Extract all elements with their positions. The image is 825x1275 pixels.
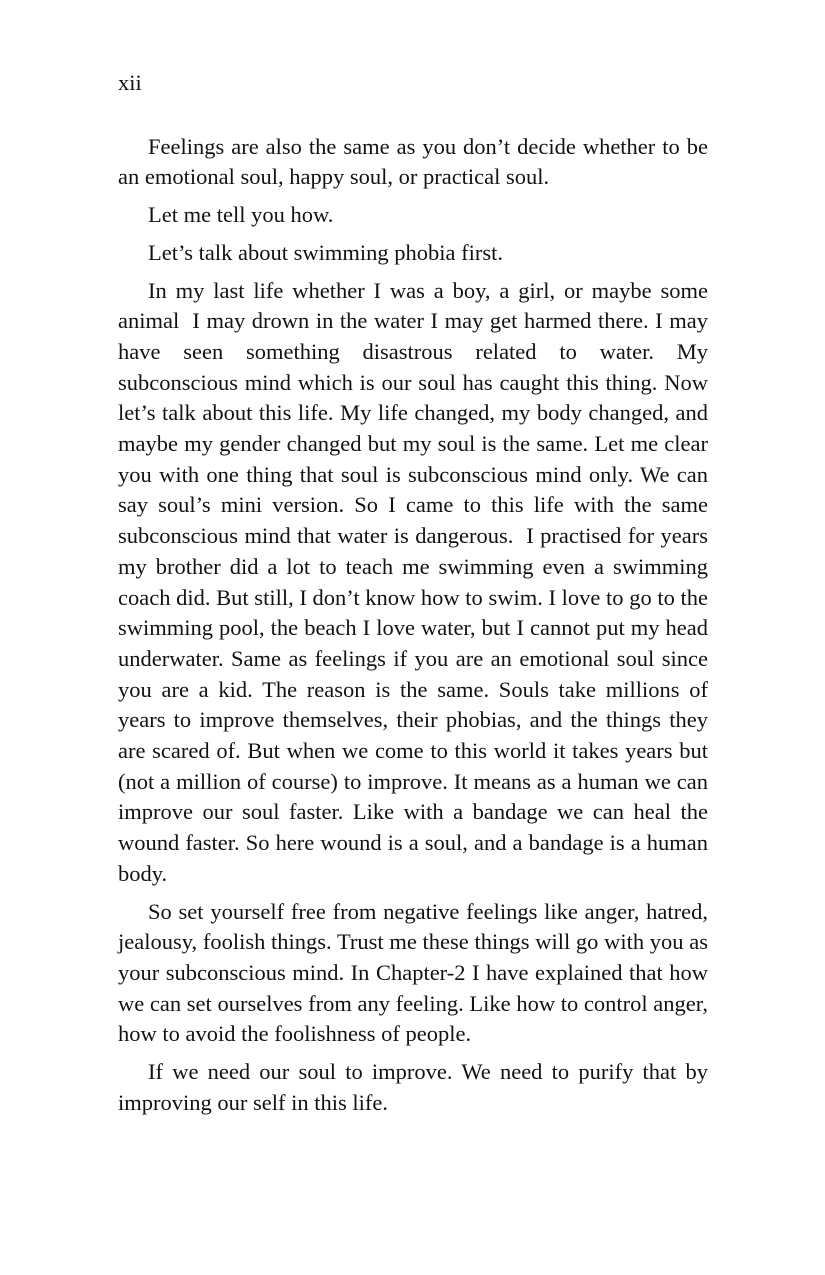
page-number: xii — [118, 70, 142, 95]
paragraph-swimming-phobia-intro: Let’s talk about swimming phobia first. — [148, 239, 503, 265]
paragraph-feelings-same: Feelings are also the same as you don’t decide whether to be an emotional soul, happy soul, or practical soul. — [118, 133, 714, 190]
paragraph-last-life-story: In my last life whether I was a boy, a girl, or maybe some animal I may drown in the water I may get harmed there. I may have seen something disastrous related to water. My subconscious mind which is our soul has caught this thing. Now let’s talk about this life. My life changed, my body changed, and maybe my gender changed but my soul is the same. Let me clear you with one thing that soul is subconscious mind only. We can say soul’s mini version. So I came to this life with the same subconscious mind that water is dangerous. I practised for years my brother did a lot to teach me swimming even a swimming coach did. But still, I don’t know how to swim. I love to go to the swimming pool, the beach I love water, but I cannot put my head underwater. Same as feelings if you are an emotional soul since you are a kid. The reason is the same. Souls take millions of years to improve themselves, their phobias, and the things they are scared of. But when we come to this world it takes years but (not a million of course) to improve. It means as a human we can improve our soul faster. Like with a bandage we can heal the wound faster. So here wound is a soul, and a bandage is a human body. — [118, 277, 714, 886]
paragraph-improve-soul: If we need our soul to improve. We need to purify that by improving our self in this life. — [118, 1059, 714, 1115]
page-body — [118, 132, 714, 1119]
paragraph-let-me-tell: Let me tell you how. — [148, 202, 334, 228]
paragraph-set-yourself-free: So set yourself free from negative feelings like anger, hatred, jealousy, foolish things. Trust me these things will go with you as your subconscious mind. In Chapter-2 I have explained that how we can set ourselves from any feeling. Like how to control anger, how to avoid the foolishness of people. — [118, 898, 714, 1047]
